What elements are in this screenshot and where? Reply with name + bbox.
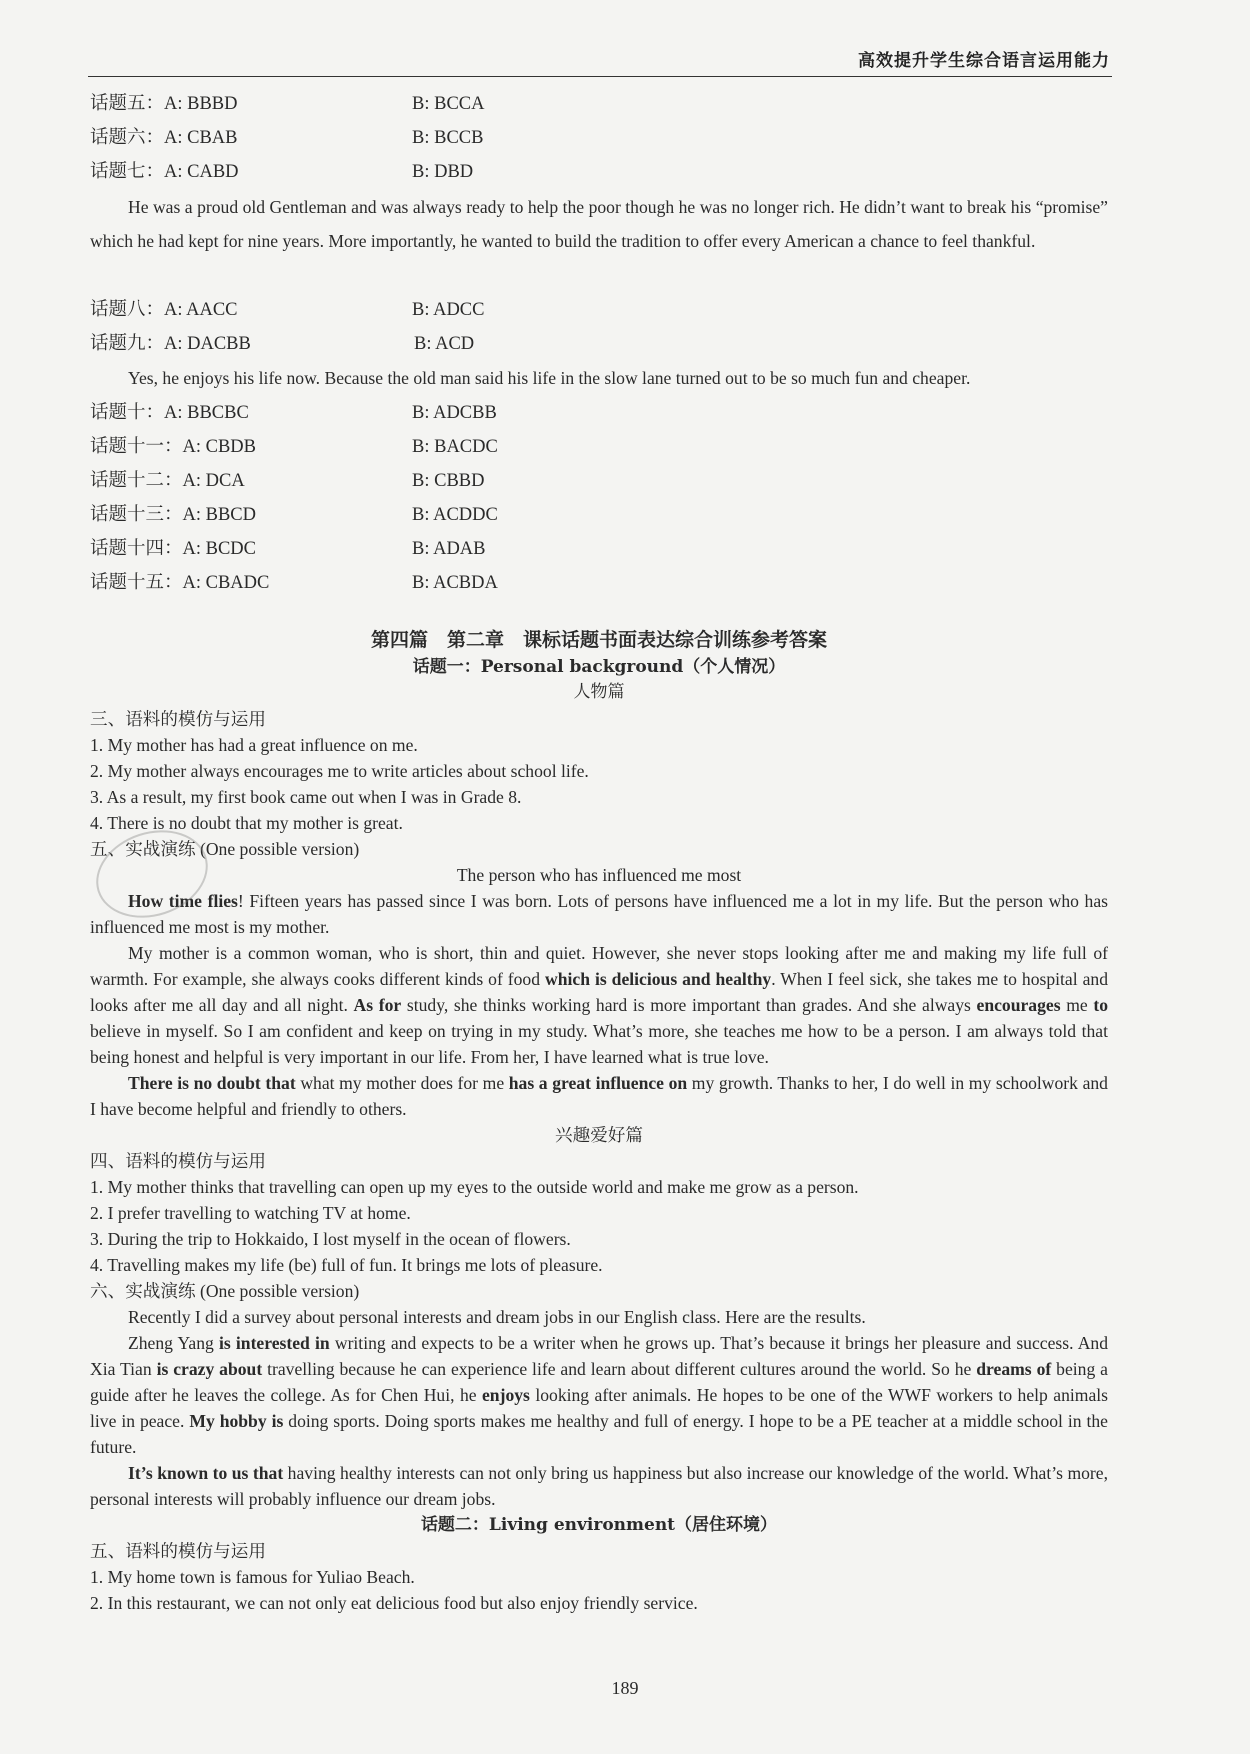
answer-row-a: 话题十四：A: BCDC — [90, 539, 257, 559]
answer-row-b: B: ADCC — [412, 300, 485, 320]
essay-paragraph: Zheng Yang is interested in writing and expects to be a writer when he grows up. That’s because it brings her pleasure and success. And Xia Tian is crazy about travelling because he can experience life and learn about different cultures around the world. So he dreams of being a guide after he leaves the college. As for Chen Hui, he enjoys looking after animals. He hopes to be one of the WWF workers to help animals live in peace. My hobby is doing sports. Doing sports makes me healthy and full of energy. I hope to be a PE teacher at a middle school in the future. — [90, 1333, 1109, 1457]
subsection-title: 兴趣爱好篇 — [555, 1125, 643, 1145]
answer-row-b: B: ADAB — [412, 539, 486, 559]
topic-title: 话题二：Living environment（居住环境） — [420, 1515, 778, 1535]
answer-row-b: B: BCCA — [412, 94, 485, 114]
answer-row-b: B: BCCB — [412, 128, 484, 148]
section-heading: 六、实战演练 (One possible version) — [90, 1281, 360, 1301]
section-heading: 五、语料的模仿与运用 — [90, 1541, 266, 1561]
list-item: 2. My mother always encourages me to write articles about school life. — [90, 761, 589, 781]
header-rule — [88, 76, 1112, 77]
topic-title: 话题一：Personal background（个人情况） — [412, 657, 786, 677]
answer-row-a: 话题七：A: CABD — [90, 162, 239, 182]
answer-row-b: B: ACBDA — [412, 573, 498, 593]
page-number: 189 — [611, 1678, 639, 1698]
answer-row-b: B: BACDC — [412, 437, 498, 457]
answer-row-b: B: CBBD — [412, 471, 485, 491]
essay-paragraph: Recently I did a survey about personal interests and dream jobs in our English class. Here are the results. — [128, 1307, 866, 1327]
essay-paragraph: My mother is a common woman, who is short, thin and quiet. However, she never stops looking after me and making my life full of warmth. For example, she always cooks different kinds of food which is delicious and healthy. When I feel sick, she takes me to hospital and looks after me all day and all night. As for study, she thinks working hard is more important than grades. And she always encourages me to believe in myself. So I am confident and keep on trying in my study. What’s more, she teaches me how to be a person. I am always told that being honest and helpful is very important in our life. From her, I have learned what is true love. — [90, 943, 1108, 1067]
section-heading: 四、语料的模仿与运用 — [90, 1151, 266, 1171]
list-item: 1. My mother thinks that travelling can open up my eyes to the outside world and make me grow as a person. — [90, 1177, 859, 1197]
essay-paragraph: How time flies! Fifteen years has passed since I was born. Lots of persons have influenced me a lot in my life. But the person who has influenced me most is my mother. — [90, 891, 1108, 937]
essay-title: The person who has influenced me most — [456, 865, 742, 885]
section-heading: 三、语料的模仿与运用 — [90, 709, 266, 729]
exercise-section-3 — [90, 706, 1108, 1616]
essay-paragraph: There is no doubt that what my mother does for me has a great influence on my growth. Thanks to her, I do well in my schoolwork and I have become helpful and friendly to others. — [90, 1073, 1108, 1119]
section-title: 第四篇 第二章 课标话题书面表达综合训练参考答案 — [370, 629, 827, 651]
list-item: 4. There is no doubt that my mother is great. — [90, 813, 403, 833]
answer-row-b: B: DBD — [412, 162, 474, 182]
list-item: 3. During the trip to Hokkaido, I lost myself in the ocean of flowers. — [90, 1229, 571, 1249]
answer-paragraph: He was a proud old Gentleman and was always ready to help the poor though he was no longer rich. He didn’t want to break his “promise” which he had kept for nine years. More importantly, he wanted to build the tradition to offer every American a chance to feel thankful. — [90, 197, 1108, 251]
answer-row-a: 话题十一：A: CBDB — [90, 437, 257, 457]
answer-row-b: B: ACDDC — [412, 505, 498, 525]
list-item: 2. I prefer travelling to watching TV at home. — [90, 1203, 411, 1223]
list-item: 3. As a result, my first book came out when I was in Grade 8. — [90, 787, 522, 807]
running-header: 高效提升学生综合语言运用能力 — [858, 51, 1110, 71]
answer-row-a: 话题十五：A: CBADC — [90, 573, 270, 593]
list-item: 1. My mother has had a great influence on me. — [90, 735, 418, 755]
answer-row-a: 话题十二：A: DCA — [90, 471, 245, 491]
essay-paragraph: It’s known to us that having healthy interests can not only bring us happiness but also increase our knowledge of the world. What’s more, personal interests will probably influence our dream jobs. — [90, 1463, 1108, 1509]
answer-row-a: 话题八：A: AACC — [90, 300, 238, 320]
answer-row-a: 话题十三：A: BBCD — [90, 505, 257, 525]
answer-row-a: 话题五：A: BBBD — [90, 94, 238, 114]
list-item: 4. Travelling makes my life (be) full of fun. It brings me lots of pleasure. — [90, 1255, 603, 1275]
answer-row-b: B: ACD — [414, 334, 475, 354]
section-heading: 五、实战演练 (One possible version) — [90, 839, 360, 859]
answer-row-a: 话题十：A: BBCBC — [90, 403, 249, 423]
answer-row-b: B: ADCBB — [412, 403, 497, 423]
answer-row-a: 话题九：A: DACBB — [90, 334, 251, 354]
answer-row-a: 话题六：A: CBAB — [90, 128, 238, 148]
answer-paragraph: Yes, he enjoys his life now. Because the old man said his life in the slow lane turned out to be so much fun and cheaper. — [128, 368, 971, 388]
list-item: 1. My home town is famous for Yuliao Beach. — [90, 1567, 415, 1587]
subsection-title: 人物篇 — [573, 682, 625, 701]
list-item: 2. In this restaurant, we can not only eat delicious food but also enjoy friendly service. — [90, 1593, 698, 1613]
